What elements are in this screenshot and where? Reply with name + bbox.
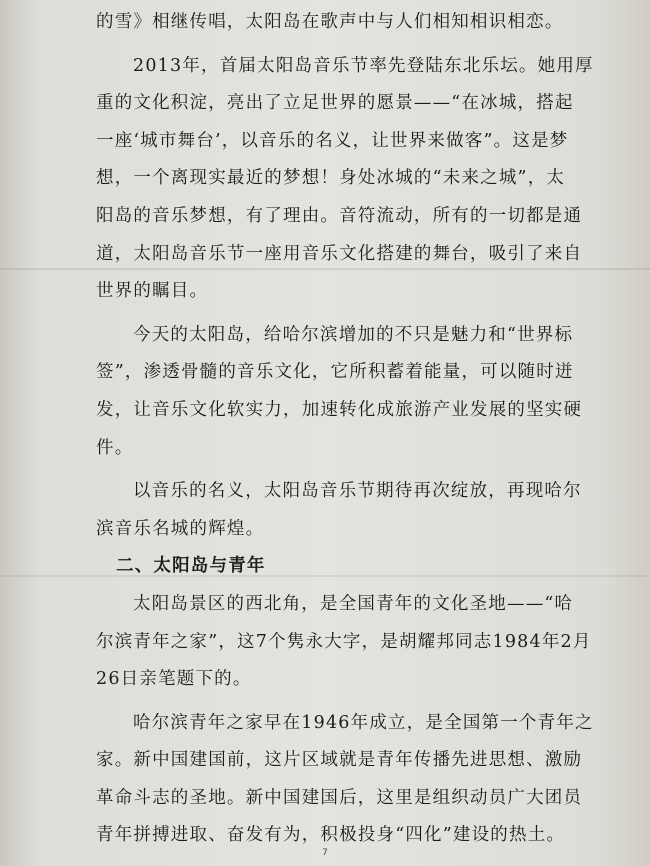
section-heading-text: 二、太阳岛与青年	[116, 556, 266, 577]
text-line: 家。新中国建国前，这片区域就是青年传播先进思想、激励	[96, 750, 583, 771]
text-line: 想，一个离现实最近的梦想！身处冰城的“未来之城”，太	[96, 168, 566, 189]
text-line: 太阳岛景区的西北角，是全国青年的文化圣地——“哈	[133, 593, 574, 614]
document-body	[96, 4, 596, 855]
text-line: 件。	[96, 437, 134, 458]
text-line: 世界的瞩目。	[96, 281, 209, 302]
text-line: 26日亲笔题下的。	[96, 669, 252, 690]
text-line: 今天的太阳岛，给哈尔滨增加的不只是魅力和“世界标	[133, 324, 574, 345]
page-number: 7	[322, 848, 328, 858]
paragraph-youth-history	[96, 705, 596, 855]
text-line: 道，太阳岛音乐节一座用音乐文化搭建的舞台，吸引了来自	[96, 243, 583, 264]
paragraph-music-festival	[96, 48, 596, 311]
text-line: 革命斗志的圣地。新中国建国后，这里是组织动员广大团员	[96, 787, 583, 808]
text-line: 青年拼搏进取、奋发有为，积极投身“四化”建设的热土。	[96, 825, 566, 846]
paragraph-today	[96, 317, 596, 467]
text-line: 的雪》相继传唱，太阳岛在歌声中与人们相知相识相恋。	[96, 12, 564, 32]
text-line: 2013年，首届太阳岛音乐节率先登陆东北乐坛。她用厚	[133, 55, 594, 76]
section-heading	[96, 548, 596, 586]
text-line: 重的文化积淀，亮出了立足世界的愿景——“在冰城，搭起	[96, 93, 574, 114]
paragraph-continuation	[96, 4, 596, 42]
text-line: 一座‘城市舞台’，以音乐的名义，让世界来做客”。这是梦	[96, 130, 569, 151]
text-line: 阳岛的音乐梦想，有了理由。音符流动，所有的一切都是通	[96, 205, 583, 226]
text-line: 签”，渗透骨髓的音乐文化，它所积蓄着能量，可以随时迸	[96, 362, 574, 383]
text-line: 滨音乐名城的辉煌。	[96, 518, 265, 539]
text-line: 哈尔滨青年之家早在1946年成立，是全国第一个青年之	[133, 712, 594, 733]
paragraph-music-name	[96, 473, 596, 548]
text-line: 尔滨青年之家”，这7个隽永大字，是胡耀邦同志1984年2月	[96, 631, 592, 652]
text-line: 以音乐的名义，太阳岛音乐节期待再次绽放，再现哈尔	[133, 481, 582, 502]
text-line: 发，让音乐文化软实力，加速转化成旅游产业发展的坚实硬	[96, 399, 583, 420]
paragraph-youth-home	[96, 586, 596, 699]
